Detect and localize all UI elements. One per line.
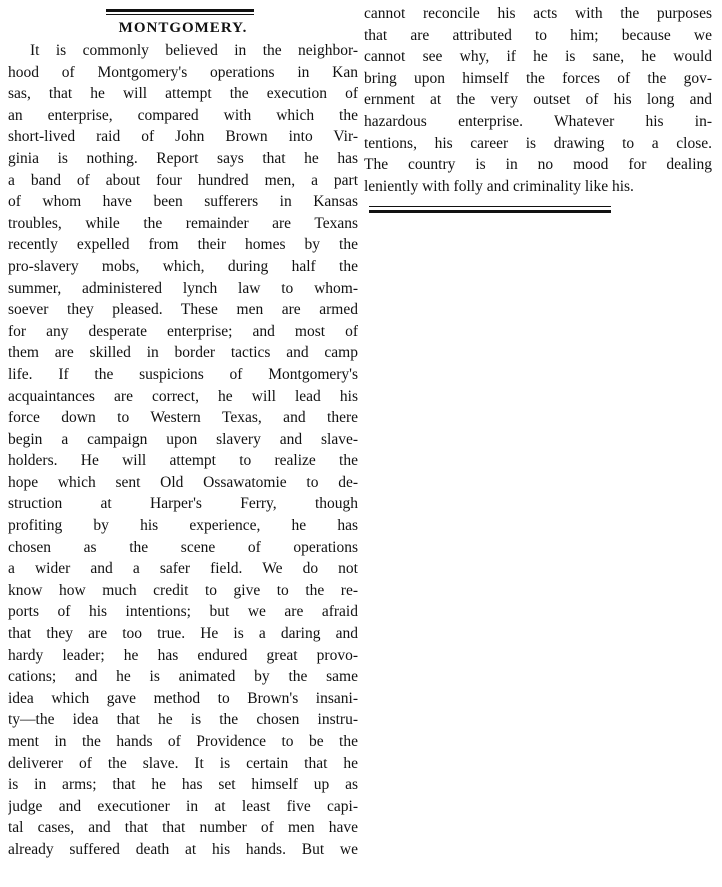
text-line: tentions, his career is drawing to a close. bbox=[364, 134, 712, 152]
text-line: sas, that he will attempt the execution of bbox=[8, 85, 358, 103]
text-line: life. If the suspicions of Montgomery's bbox=[8, 365, 358, 383]
text-line: that are attributed to him; because we bbox=[364, 26, 712, 44]
text-line: ment in the hands of Providence to be the bbox=[8, 733, 358, 750]
text-line: ginia is nothing. Report says that he has bbox=[8, 149, 358, 167]
text-line: for any desperate enterprise; and most of bbox=[8, 322, 358, 340]
text-line: hood of Montgomery's operations in Kan bbox=[8, 63, 358, 81]
text-line: force down to Western Texas, and there bbox=[8, 409, 358, 427]
text-line: struction at Harper's Ferry, though bbox=[8, 495, 358, 513]
text-line: hazardous enterprise. Whatever his in- bbox=[364, 112, 712, 130]
text-line: tal cases, and that that number of men have bbox=[8, 819, 358, 837]
text-line: them are skilled in border tactics and camp bbox=[8, 344, 358, 362]
text-line: summer, administered lynch law to whom- bbox=[8, 279, 358, 297]
text-line: idea which gave method to Brown's insani- bbox=[8, 689, 358, 707]
text-line: judge and executioner in at least five capi- bbox=[8, 797, 358, 815]
text-line: recently expelled from their homes by the bbox=[8, 236, 358, 254]
headline-rule-top-thin bbox=[106, 14, 254, 15]
text-line: profiting by his experience, he has bbox=[8, 517, 358, 535]
text-line: The country is in no mood for dealing bbox=[364, 156, 712, 174]
text-line: pro-slavery mobs, which, during half the bbox=[8, 257, 358, 275]
text-line: cannot reconcile his acts with the purposes bbox=[364, 5, 712, 22]
text-line: It is commonly believed in the neighbor- bbox=[30, 42, 358, 59]
text-line: ty—the idea that he is the chosen instru- bbox=[8, 711, 358, 729]
text-line: bring upon himself the forces of the gov- bbox=[364, 69, 712, 87]
text-line: holders. He will attempt to realize the bbox=[8, 452, 358, 470]
text-line: deliverer of the slave. It is certain that he bbox=[8, 754, 358, 772]
end-rule-thick bbox=[369, 210, 611, 213]
text-line: leniently with folly and criminality like his. bbox=[364, 177, 634, 195]
text-line: know how much credit to give to the re- bbox=[8, 581, 358, 599]
headline-rule-top bbox=[106, 9, 254, 12]
text-line: hope which sent Old Ossawatomie to de- bbox=[8, 473, 358, 491]
text-line: chosen as the scene of operations bbox=[8, 538, 358, 556]
text-line: cannot see why, if he is sane, he would bbox=[364, 48, 712, 66]
text-line: already suffered death at his hands. But we bbox=[8, 840, 358, 858]
text-line: hardy leader; he has endured great provo- bbox=[8, 646, 358, 664]
text-line: acquaintances are correct, he will lead his bbox=[8, 387, 358, 405]
text-line: begin a campaign upon slavery and slave- bbox=[8, 430, 358, 448]
right-column-text bbox=[364, 3, 712, 197]
text-line: ernment at the very outset of his long and bbox=[364, 91, 712, 109]
text-line: a band of about four hundred men, a part bbox=[8, 171, 358, 189]
left-column-text bbox=[8, 40, 358, 861]
text-line: short-lived raid of John Brown into Vir- bbox=[8, 128, 358, 146]
text-line: soever they pleased. These men are armed bbox=[8, 301, 358, 319]
end-rule-thin bbox=[369, 206, 611, 207]
text-line: a wider and a safer field. We do not bbox=[8, 560, 358, 578]
text-line: is in arms; that he has set himself up as bbox=[8, 776, 358, 794]
text-line: an enterprise, compared with which the bbox=[8, 106, 358, 124]
text-line: cations; and he is animated by the same bbox=[8, 668, 358, 686]
text-line: ports of his intentions; but we are afraid bbox=[8, 603, 358, 621]
text-line: troubles, while the remainder are Texans bbox=[8, 214, 358, 232]
article-headline: MONTGOMERY. bbox=[118, 20, 248, 36]
text-line: that they are too true. He is a daring and bbox=[8, 625, 358, 643]
text-line: of whom have been sufferers in Kansas bbox=[8, 193, 358, 211]
